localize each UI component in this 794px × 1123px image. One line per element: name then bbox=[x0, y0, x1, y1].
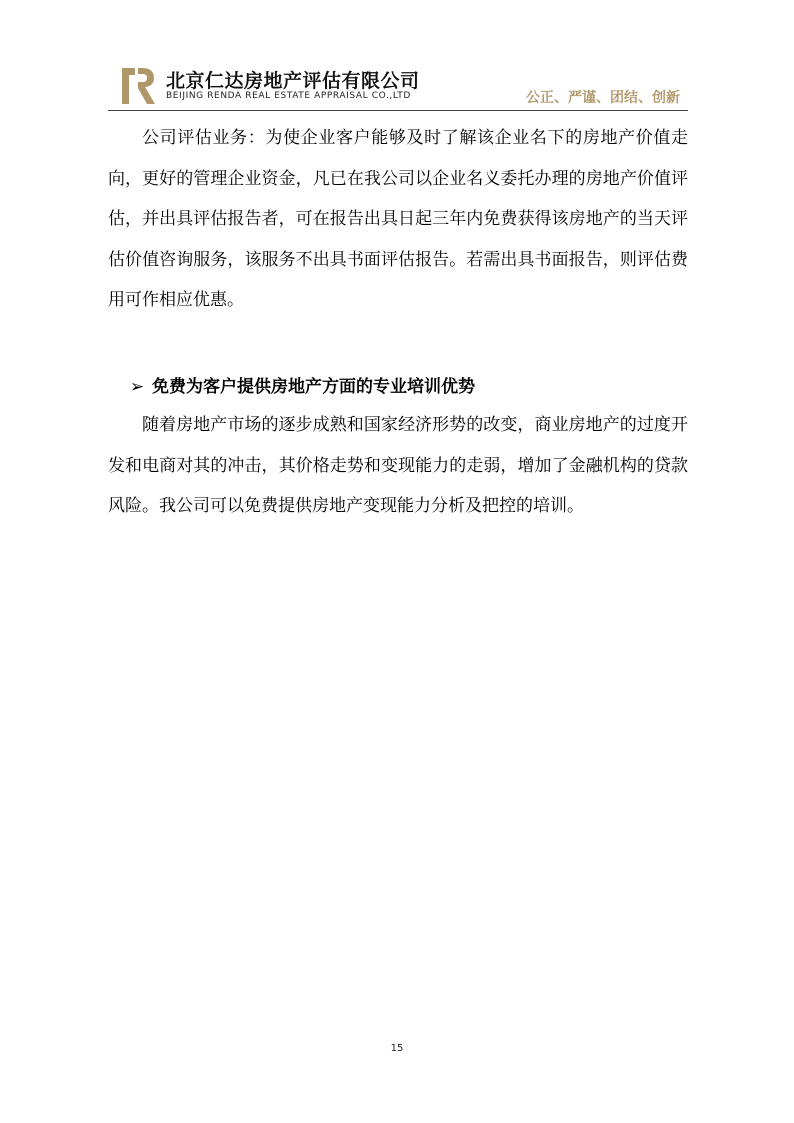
body-paragraph-appraisal-service: 公司评估业务：为使企业客户能够及时了解该企业名下的房地产价值走向，更好的管理企业资金，凡已在我公司以企业名义委托办理的房地产价值评估，并出具评估报告者，可在报告出具日起三年内免费获得该房地产的当天评估价值咨询服务，该服务不出具书面评估报告。若需出具书面报告，则评估费用可作相应优惠。 bbox=[108, 128, 688, 310]
company-name-cn: 北京仁达房地产评估有限公司 bbox=[166, 70, 420, 92]
arrow-bullet-icon: ➢ bbox=[130, 377, 145, 397]
rd-monogram-logo bbox=[118, 66, 158, 106]
body-paragraph-training: 随着房地产市场的逐步成熟和国家经济形势的改变，商业房地产的过度开发和电商对其的冲击，其价格走势和变现能力的走弱，增加了金融机构的贷款风险。我公司可以免费提供房地产变现能力分析及把控的培训。 bbox=[108, 415, 688, 516]
section-heading bbox=[130, 372, 475, 397]
header-divider bbox=[108, 110, 688, 111]
section-heading-text: 免费为客户提供房地产方面的专业培训优势 bbox=[152, 377, 475, 397]
page-header bbox=[108, 62, 688, 108]
page-number: 15 bbox=[390, 1043, 404, 1054]
company-name-en: BEIJING RENDA REAL ESTATE APPRAISAL CO.,LTD bbox=[166, 91, 411, 101]
company-motto: 公正、严谨、团结、创新 bbox=[526, 90, 680, 106]
